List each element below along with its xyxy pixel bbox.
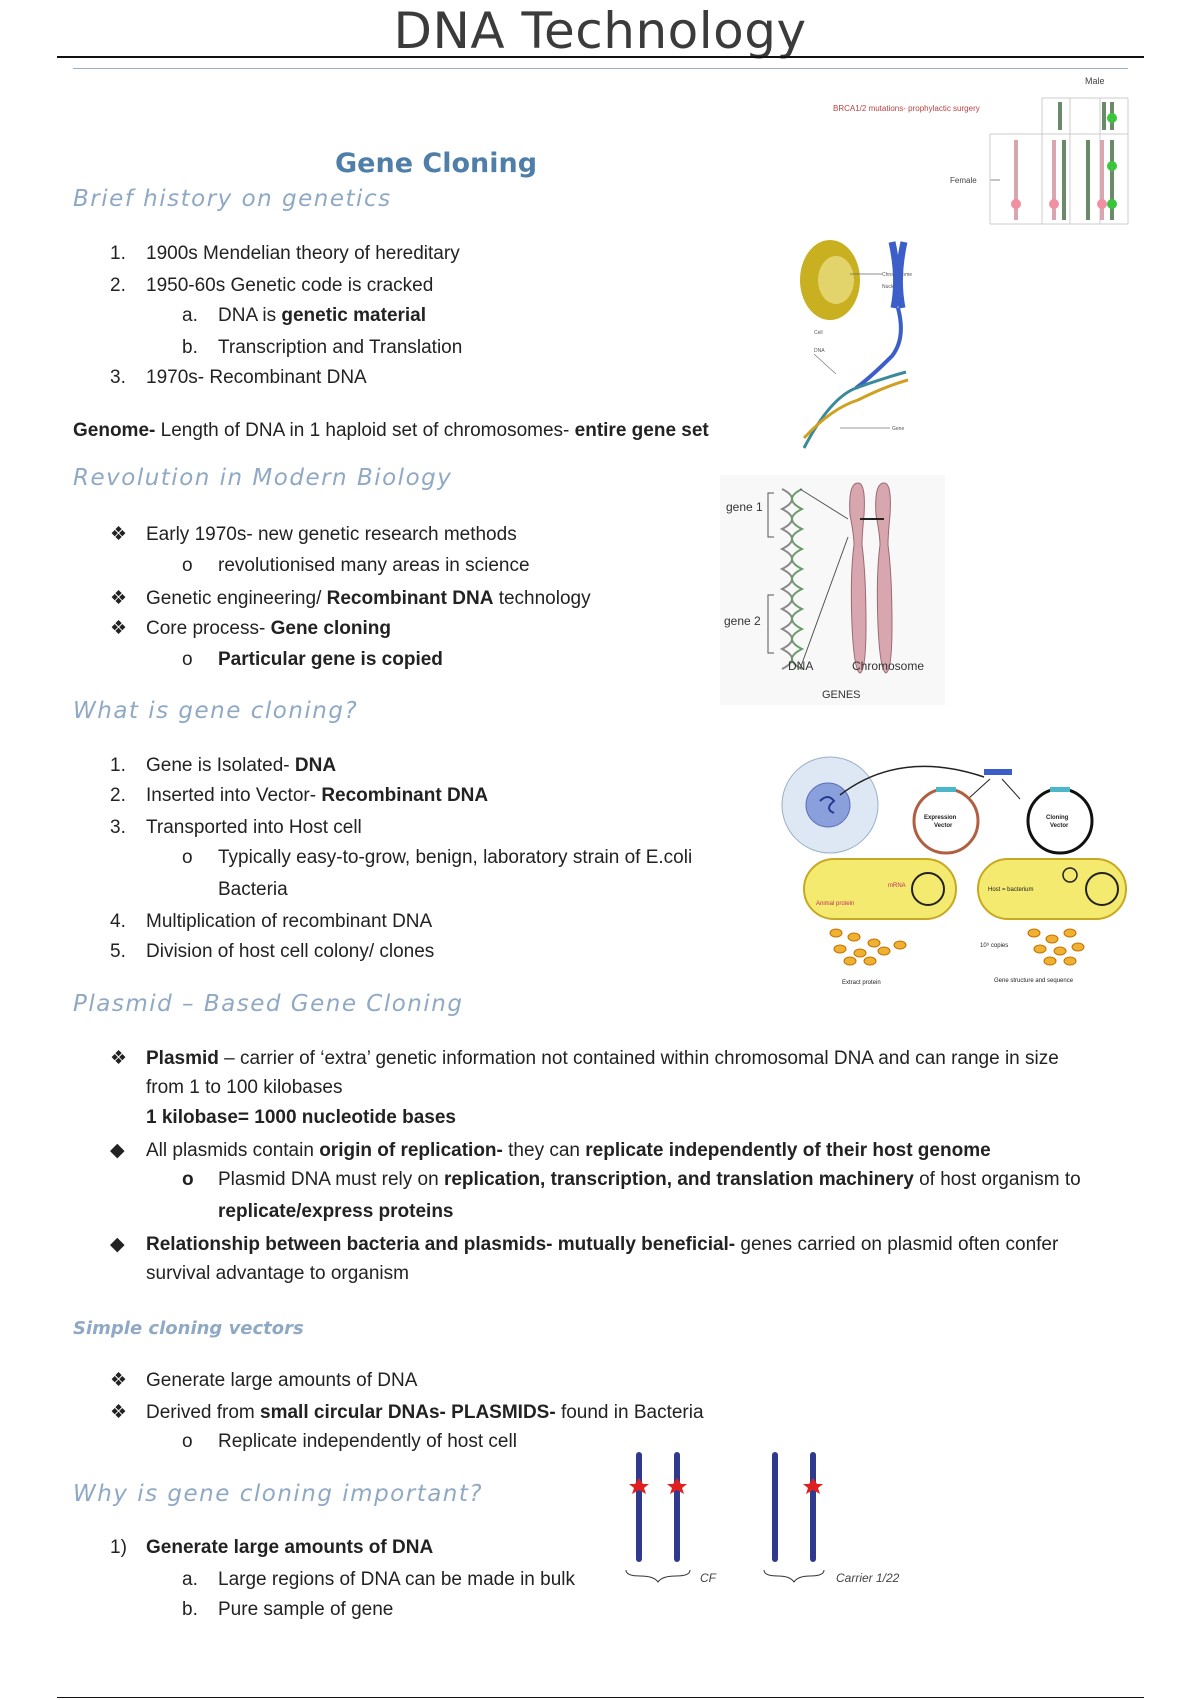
list-item: 1. 1900s Mendelian theory of hereditary	[110, 243, 460, 264]
label-gene: Gene	[892, 426, 905, 432]
genes-figure	[720, 475, 945, 705]
section-title: Gene Cloning	[335, 148, 538, 179]
copies-label: 10⁹ copies	[980, 943, 1009, 949]
list-item: ❖ Core process- Gene cloning	[110, 618, 391, 639]
list-item: 1 kilobase= 1000 nucleotide bases	[146, 1107, 456, 1128]
list-item: survival advantage to organism	[146, 1263, 409, 1284]
label-nucleus: Nucleus	[882, 284, 901, 290]
list-item: o Plasmid DNA must rely on replication, transcription, and translation machinery of host organism to	[182, 1169, 1081, 1190]
cloning-vector-label: Vector	[1050, 823, 1069, 829]
genome-definition: Genome- Length of DNA in 1 haploid set of chromosomes- entire gene set	[73, 420, 709, 441]
chromosome-label: Chromosome	[852, 659, 925, 673]
list-item: Bacteria	[218, 879, 288, 900]
male-label: Male	[1085, 76, 1105, 86]
list-item: ❖ Derived from small circular DNAs- PLASMIDS- found in Bacteria	[110, 1402, 704, 1423]
expression-vector-label: Expression	[924, 815, 957, 821]
list-item: from 1 to 100 kilobases	[146, 1077, 343, 1098]
gene-structure-label: Gene structure and sequence	[994, 978, 1074, 984]
brca-caption: BRCA1/2 mutations- prophylactic surgery	[833, 104, 980, 113]
animal-protein-label: Animal protein	[816, 901, 855, 907]
list-item: 5. Division of host cell colony/ clones	[110, 941, 435, 962]
list-item: ❖ Plasmid – carrier of ‘extra’ genetic information not contained within chromosomal DNA and can range in size	[110, 1048, 1059, 1069]
what-heading: What is gene cloning?	[73, 698, 359, 724]
cell-dna-figure	[800, 238, 940, 460]
carrier-label: Carrier 1/22	[836, 1571, 900, 1585]
extract-protein-label: Extract protein	[842, 980, 881, 986]
revolution-heading: Revolution in Modern Biology	[73, 465, 453, 491]
dna-label: DNA	[788, 659, 814, 673]
page-bottom-rule	[57, 1697, 1144, 1698]
title-underline	[73, 68, 1128, 69]
list-item: o Replicate independently of host cell	[182, 1431, 517, 1452]
vectors-heading: Simple cloning vectors	[73, 1318, 304, 1339]
list-item: 3. Transported into Host cell	[110, 817, 362, 838]
list-item: ◆ Relationship between bacteria and plasmids- mutually beneficial- genes carried on plasmid often confer	[110, 1234, 1059, 1255]
cloning-vector-label: Cloning	[1046, 815, 1069, 821]
list-item: a. DNA is genetic material	[182, 305, 427, 326]
list-item: 3. 1970s- Recombinant DNA	[110, 367, 367, 388]
list-item: ◆ All plasmids contain origin of replication- they can replicate independently of their host genome	[110, 1140, 991, 1161]
list-item: b. Pure sample of gene	[182, 1599, 394, 1620]
mrna-label: mRNA	[888, 883, 906, 889]
expression-vector-label: Vector	[934, 823, 953, 829]
gene2-label: gene 2	[724, 614, 761, 628]
why-heading: Why is gene cloning important?	[73, 1481, 484, 1507]
list-item: a. Large regions of DNA can be made in bulk	[182, 1569, 575, 1590]
document-title: DNA Technology	[393, 2, 807, 60]
gene1-label: gene 1	[726, 500, 763, 514]
cloning-process-figure	[780, 755, 1130, 990]
list-item: 1. Gene is Isolated- DNA	[110, 755, 337, 776]
list-item: 1) Generate large amounts of DNA	[110, 1537, 434, 1558]
label-cell: Cell	[814, 330, 823, 336]
brca-figure	[830, 74, 1130, 226]
history-heading: Brief history on genetics	[73, 186, 392, 212]
female-label: Female	[950, 176, 977, 185]
cf-label: CF	[700, 1571, 716, 1585]
plasmid-heading: Plasmid – Based Gene Cloning	[73, 991, 464, 1017]
list-item: ❖ Generate large amounts of DNA	[110, 1370, 418, 1391]
title-rule	[57, 56, 1144, 58]
cf-carrier-figure	[620, 1448, 925, 1593]
list-item: b. Transcription and Translation	[182, 337, 463, 358]
list-item: replicate/express proteins	[218, 1201, 454, 1222]
list-item: o revolutionised many areas in science	[182, 555, 530, 576]
label-dna: DNA	[814, 348, 825, 354]
host-label: Host = bacterium	[988, 887, 1034, 893]
genes-caption: GENES	[822, 689, 861, 701]
list-item: 2. Inserted into Vector- Recombinant DNA	[110, 785, 489, 806]
list-item: ❖ Genetic engineering/ Recombinant DNA technology	[110, 588, 591, 609]
list-item: o Typically easy-to-grow, benign, laboratory strain of E.coli	[182, 847, 693, 868]
list-item: 4. Multiplication of recombinant DNA	[110, 911, 433, 932]
label-chromosome: Chromosome	[882, 272, 913, 278]
list-item: o Particular gene is copied	[182, 649, 443, 670]
list-item: ❖ Early 1970s- new genetic research methods	[110, 524, 517, 545]
list-item: 2. 1950-60s Genetic code is cracked	[110, 275, 434, 296]
